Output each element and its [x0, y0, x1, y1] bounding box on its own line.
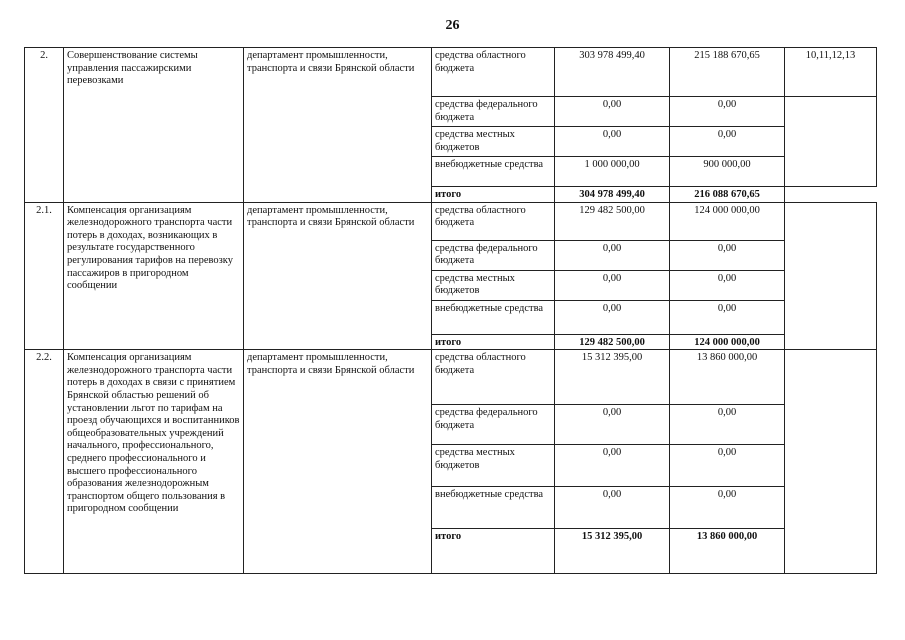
- value-cell: 0,00: [555, 270, 670, 300]
- funding-source: средства областного бюджета: [432, 350, 555, 405]
- total-label: итого: [432, 187, 555, 203]
- value-cell: 0,00: [555, 240, 670, 270]
- funding-source: средства местных бюджетов: [432, 445, 555, 487]
- section-executor: департамент промышленности, транспорта и связи Брянской области: [244, 202, 432, 350]
- funding-source: средства федерального бюджета: [432, 240, 555, 270]
- section-name: Совершенствование системы управления пассажирскими перевозками: [64, 48, 244, 203]
- budget-table: [24, 47, 877, 574]
- table-row: [25, 350, 877, 405]
- value-cell: 303 978 499,40: [555, 48, 670, 97]
- total-value: 13 860 000,00: [670, 529, 785, 574]
- section-executor: департамент промышленности, транспорта и связи Брянской области: [244, 48, 432, 203]
- funding-source: средства местных бюджетов: [432, 270, 555, 300]
- funding-source: средства федерального бюджета: [432, 405, 555, 445]
- indicator-empty: [785, 202, 877, 350]
- value-cell: 0,00: [670, 300, 785, 334]
- value-cell: 15 312 395,00: [555, 350, 670, 405]
- total-value: 124 000 000,00: [670, 334, 785, 350]
- funding-source: средства федерального бюджета: [432, 97, 555, 127]
- table-row: [25, 202, 877, 240]
- section-name: Компенсация организациям железнодорожного транспорта части потерь в доходах в связи с принятием Брянской областью решений об установлении льгот по тарифам на проезд обучающихся и воспитанников общеобразовательных учреждений начального, профессионального, среднего профессионального и высшего профессионального образования железнодорожным транспортом общего пользования в пригородном сообщении: [64, 350, 244, 574]
- value-cell: 0,00: [670, 97, 785, 127]
- funding-source: средства областного бюджета: [432, 202, 555, 240]
- value-cell: 0,00: [555, 487, 670, 529]
- value-cell: 0,00: [670, 127, 785, 157]
- funding-source: средства местных бюджетов: [432, 127, 555, 157]
- value-cell: 1 000 000,00: [555, 157, 670, 187]
- total-value: 15 312 395,00: [555, 529, 670, 574]
- table-row: [25, 48, 877, 97]
- total-label: итого: [432, 334, 555, 350]
- indicator-numbers: 10,11,12,13: [785, 48, 877, 97]
- funding-source: внебюджетные средства: [432, 300, 555, 334]
- total-value: 216 088 670,65: [670, 187, 785, 203]
- section-number: 2.2.: [25, 350, 64, 574]
- value-cell: 0,00: [670, 487, 785, 529]
- total-label: итого: [432, 529, 555, 574]
- page-number: 26: [445, 18, 460, 33]
- value-cell: 0,00: [670, 270, 785, 300]
- value-cell: 13 860 000,00: [670, 350, 785, 405]
- total-value: 304 978 499,40: [555, 187, 670, 203]
- value-cell: 0,00: [555, 127, 670, 157]
- value-cell: 215 188 670,65: [670, 48, 785, 97]
- section-executor: департамент промышленности, транспорта и связи Брянской области: [244, 350, 432, 574]
- section-number: 2.: [25, 48, 64, 203]
- value-cell: 0,00: [555, 300, 670, 334]
- section-number: 2.1.: [25, 202, 64, 350]
- value-cell: 900 000,00: [670, 157, 785, 187]
- funding-source: внебюджетные средства: [432, 487, 555, 529]
- value-cell: 0,00: [555, 97, 670, 127]
- value-cell: 124 000 000,00: [670, 202, 785, 240]
- value-cell: 0,00: [670, 240, 785, 270]
- value-cell: 0,00: [670, 445, 785, 487]
- section-name: Компенсация организациям железнодорожного транспорта части потерь в доходах, возникающих в результате государственного регулирования тарифов на перевозку пассажиров в пригородном сообщении: [64, 202, 244, 350]
- value-cell: 0,00: [555, 405, 670, 445]
- value-cell: 129 482 500,00: [555, 202, 670, 240]
- indicator-empty: [785, 97, 877, 187]
- indicator-empty: [785, 350, 877, 574]
- value-cell: 0,00: [670, 405, 785, 445]
- funding-source: средства областного бюджета: [432, 48, 555, 97]
- total-value: 129 482 500,00: [555, 334, 670, 350]
- value-cell: 0,00: [555, 445, 670, 487]
- funding-source: внебюджетные средства: [432, 157, 555, 187]
